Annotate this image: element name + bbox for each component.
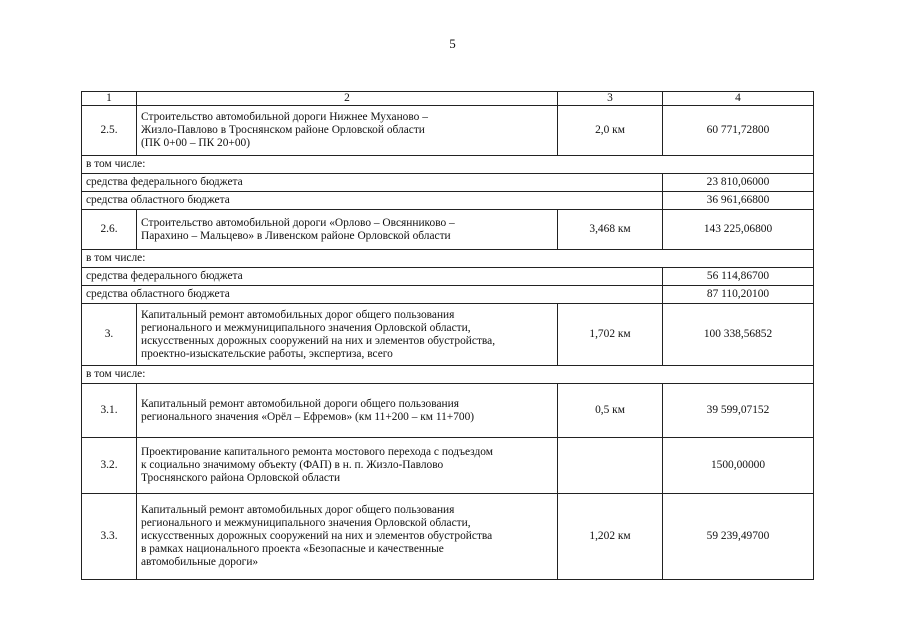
description-line: автомобильные дороги» <box>141 556 259 568</box>
description-line: Капитальный ремонт автомобильных дорог общего пользования <box>141 504 455 516</box>
item-sum: 60 771,72800 <box>663 106 814 156</box>
description-line: (ПК 0+00 – ПК 20+00) <box>141 137 251 149</box>
fund-row <box>82 174 814 192</box>
fund-label: средства областного бюджета <box>82 286 663 304</box>
item-description <box>137 210 558 250</box>
header-row <box>82 92 814 106</box>
table-row <box>82 304 814 366</box>
description-line: регионального и межмуниципального значения Орловской области, <box>141 517 471 529</box>
subheader-row <box>82 156 814 174</box>
item-description <box>137 384 558 438</box>
description-line: искусственных дорожных сооружений на них и элементов обустройства, <box>141 334 496 347</box>
item-description <box>137 106 558 156</box>
fund-sum: 87 110,20100 <box>663 286 814 304</box>
subheader-label: в том числе: <box>82 366 814 384</box>
description-line: проектно-изыскательские работы, экспертиза, всего <box>141 347 393 360</box>
subheader-row <box>82 250 814 268</box>
subheader-label: в том числе: <box>82 250 814 268</box>
header-cell: 1 <box>82 92 137 106</box>
item-length: 1,702 км <box>558 304 663 366</box>
item-sum: 100 338,56852 <box>663 304 814 366</box>
item-number: 3.1. <box>82 384 137 438</box>
description-line: к социально значимому объекту (ФАП) в н. п. Жизло-Павлово <box>141 459 444 471</box>
item-sum: 143 225,06800 <box>663 210 814 250</box>
item-number: 3. <box>82 304 137 366</box>
subheader-label: в том числе: <box>82 156 814 174</box>
description-line: искусственных дорожных сооружений на них и элементов обустройства <box>141 530 493 542</box>
fund-row <box>82 268 814 286</box>
item-number: 3.2. <box>82 438 137 494</box>
fund-sum: 56 114,86700 <box>663 268 814 286</box>
fund-label: средства областного бюджета <box>82 192 663 210</box>
description-line: Строительство автомобильной дороги «Орлово – Овсянниково – <box>141 216 455 229</box>
fund-row <box>82 192 814 210</box>
fund-label: средства федерального бюджета <box>82 174 663 192</box>
description-line: Проектирование капитального ремонта мостового перехода с подъездом <box>141 446 493 458</box>
description-line: Строительство автомобильной дороги Нижнее Муханово – <box>141 111 428 123</box>
item-description <box>137 494 558 580</box>
description-line: в рамках национального проекта «Безопасные и качественные <box>141 543 444 555</box>
fund-sum: 36 961,66800 <box>663 192 814 210</box>
description-line: регионального и межмуниципального значения Орловской области, <box>141 321 471 334</box>
table-row <box>82 106 814 156</box>
item-description <box>137 304 558 366</box>
item-length <box>558 438 663 494</box>
header-cell: 2 <box>137 92 558 106</box>
budget-table <box>81 91 814 580</box>
item-sum: 39 599,07152 <box>663 384 814 438</box>
fund-label: средства федерального бюджета <box>82 268 663 286</box>
description-line: регионального значения «Орёл – Ефремов» (км 11+200 – км 11+700) <box>141 410 475 423</box>
item-length: 1,202 км <box>558 494 663 580</box>
item-description <box>137 438 558 494</box>
item-number: 2.5. <box>82 106 137 156</box>
header-cell: 3 <box>558 92 663 106</box>
table-row <box>82 384 814 438</box>
fund-sum: 23 810,06000 <box>663 174 814 192</box>
table-row <box>82 494 814 580</box>
subheader-row <box>82 366 814 384</box>
header-cell: 4 <box>663 92 814 106</box>
fund-row <box>82 286 814 304</box>
description-line: Парахино – Мальцево» в Ливенском районе Орловской области <box>141 229 451 242</box>
page-number: 5 <box>449 36 456 51</box>
item-sum: 1500,00000 <box>663 438 814 494</box>
table-row <box>82 438 814 494</box>
description-line: Капитальный ремонт автомобильной дороги общего пользования <box>141 397 459 410</box>
table-row <box>82 210 814 250</box>
item-length: 3,468 км <box>558 210 663 250</box>
item-sum: 59 239,49700 <box>663 494 814 580</box>
item-length: 0,5 км <box>558 384 663 438</box>
description-line: Капитальный ремонт автомобильных дорог общего пользования <box>141 308 455 321</box>
description-line: Троснянского района Орловской области <box>141 472 341 484</box>
description-line: Жизло-Павлово в Троснянском районе Орловской области <box>141 124 425 136</box>
item-number: 3.3. <box>82 494 137 580</box>
item-length: 2,0 км <box>558 106 663 156</box>
item-number: 2.6. <box>82 210 137 250</box>
